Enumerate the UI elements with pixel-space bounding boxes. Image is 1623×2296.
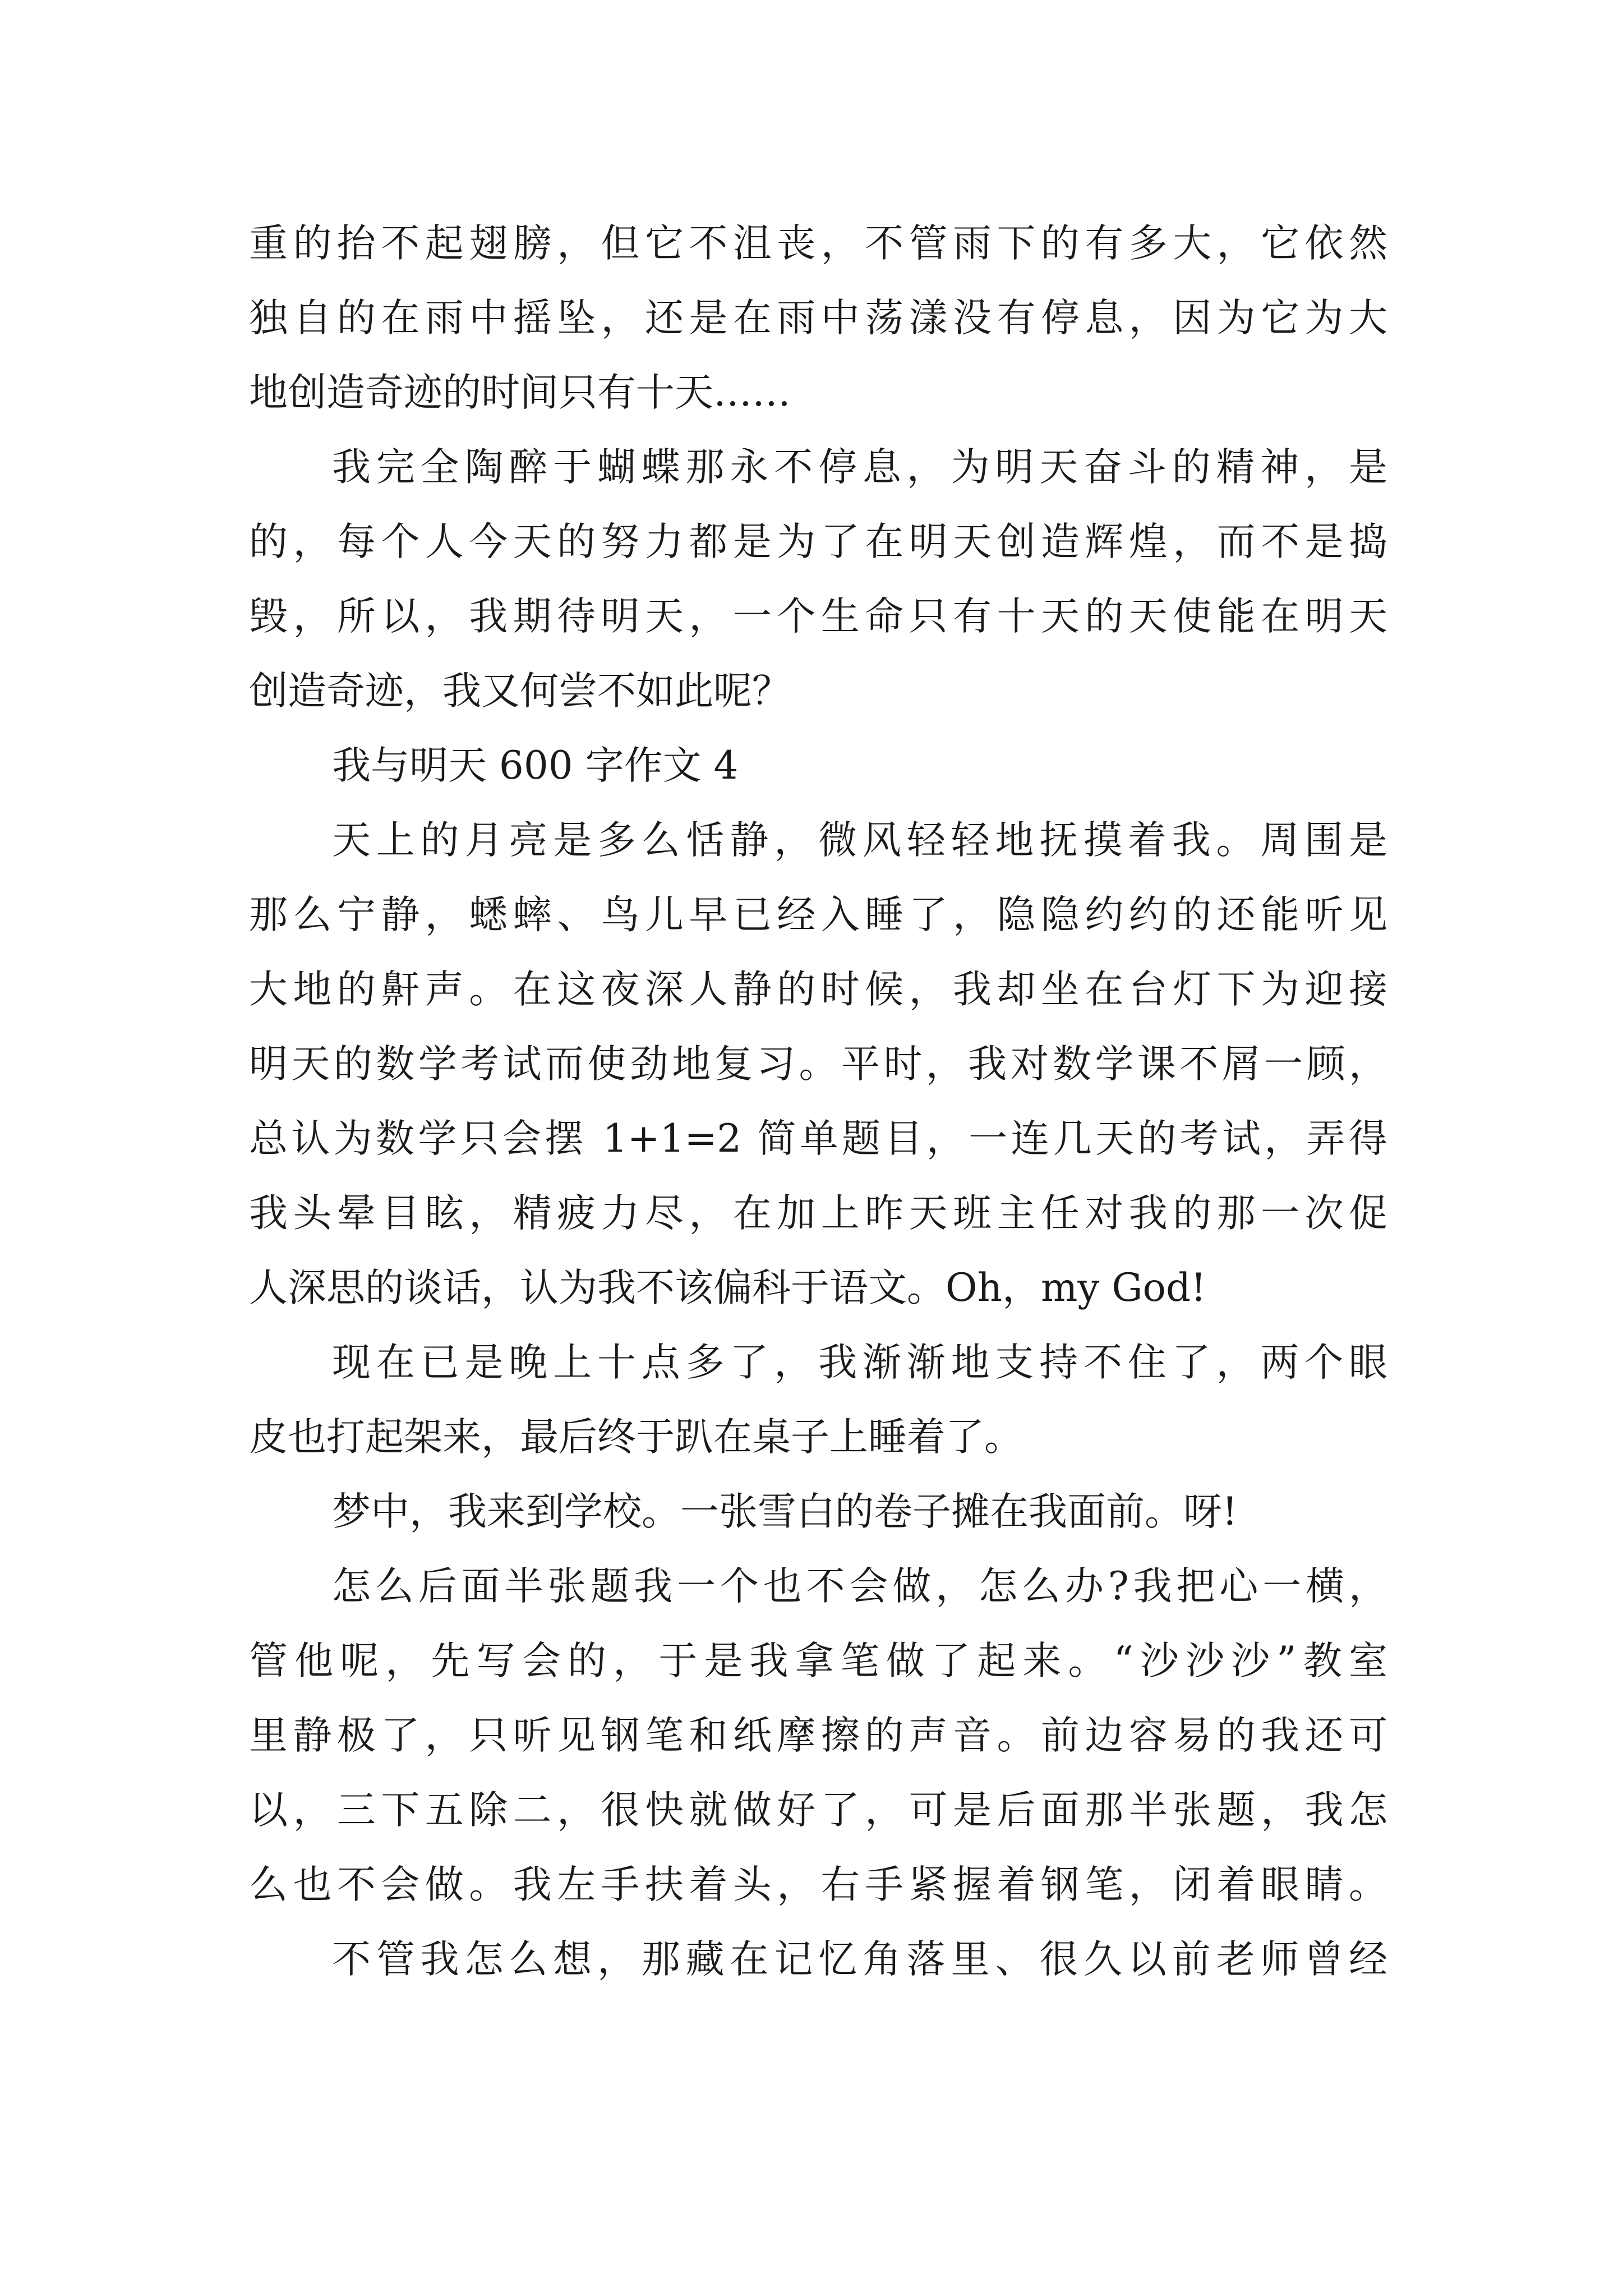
text-line: 么也不会做。我左手扶着头，右手紧握着钢笔，闭着眼睛。 xyxy=(249,1862,1387,1907)
text-line: 毁，所以，我期待明天，一个生命只有十天的天使能在明天 xyxy=(249,594,1387,639)
text-line: 里静极了，只听见钢笔和纸摩擦的声音。前边容易的我还可 xyxy=(249,1713,1387,1758)
text-line: 地创造奇迹的时间只有十天…… xyxy=(249,370,791,415)
text-line: 重的抬不起翅膀，但它不沮丧，不管雨下的有多大，它依然 xyxy=(249,221,1387,266)
text-line: 的，每个人今天的努力都是为了在明天创造辉煌，而不是捣 xyxy=(249,519,1387,564)
text-line: 现在已是晚上十点多了，我渐渐地支持不住了，两个眼 xyxy=(332,1340,1387,1385)
essay-text xyxy=(249,206,1387,1997)
text-line: 管他呢，先写会的，于是我拿笔做了起来。“沙沙沙”教室 xyxy=(249,1639,1387,1683)
text-line: 总认为数学只会摆 1+1=2 简单题目，一连几天的考试，弄得 xyxy=(249,1116,1387,1161)
text-line: 大地的鼾声。在这夜深人静的时候，我却坐在台灯下为迎接 xyxy=(249,967,1387,1012)
text-line: 那么宁静，蟋蟀、鸟儿早已经入睡了，隐隐约约的还能听见 xyxy=(249,892,1387,937)
text-line: 天上的月亮是多么恬静，微风轻轻地抚摸着我。周围是 xyxy=(332,818,1387,863)
text-line: 独自的在雨中摇坠，还是在雨中荡漾没有停息，因为它为大 xyxy=(249,296,1387,341)
text-line: 以，三下五除二，很快就做好了，可是后面那半张题，我怎 xyxy=(249,1788,1387,1833)
text-line: 皮也打起架来，最后终于趴在桌子上睡着了。 xyxy=(249,1415,1023,1460)
text-line: 人深思的谈话，认为我不该偏科于语文。Oh，my God! xyxy=(249,1266,1206,1310)
text-line: 明天的数学考试而使劲地复习。平时，我对数学课不屑一顾， xyxy=(249,1042,1387,1087)
text-line: 我头晕目眩，精疲力尽，在加上昨天班主任对我的那一次促 xyxy=(249,1191,1387,1236)
text-line: 我与明天 600 字作文 4 xyxy=(332,743,739,788)
text-line: 梦中，我来到学校。一张雪白的卷子摊在我面前。呀! xyxy=(332,1489,1238,1534)
text-line: 怎么后面半张题我一个也不会做，怎么办?我把心一横， xyxy=(332,1564,1387,1609)
text-line: 不管我怎么想，那藏在记忆角落里、很久以前老师曾经 xyxy=(332,1937,1387,1982)
text-line: 我完全陶醉于蝴蝶那永不停息，为明天奋斗的精神，是 xyxy=(332,445,1387,490)
text-line: 创造奇迹，我又何尝不如此呢？ xyxy=(249,669,791,714)
